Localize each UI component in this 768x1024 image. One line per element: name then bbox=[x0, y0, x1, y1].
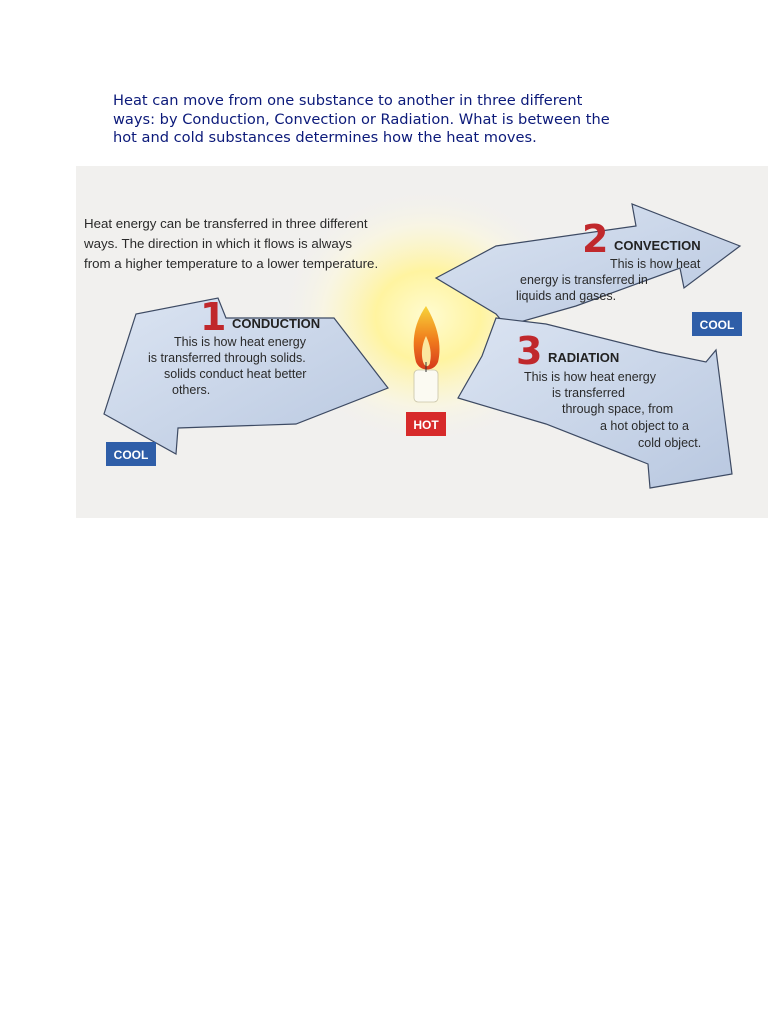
conduction-line-2: is transferred through solids. bbox=[148, 351, 306, 365]
convection-title: CONVECTION bbox=[614, 238, 701, 253]
convection-line-2: energy is transferred in bbox=[520, 273, 648, 287]
radiation-line-2: is transferred bbox=[552, 386, 625, 400]
hot-label-text: HOT bbox=[413, 418, 439, 432]
radiation-line-3: through space, from bbox=[562, 402, 674, 416]
radiation-line-5: cold object. bbox=[638, 436, 702, 450]
caption-line-2: ways. The direction in which it flows is always bbox=[84, 236, 353, 251]
conduction-line-4: others. bbox=[172, 383, 211, 397]
conduction-line-3: solids conduct heat better bbox=[164, 367, 307, 381]
convection-line-1: This is how heat bbox=[610, 257, 701, 271]
radiation-line-1: This is how heat energy bbox=[524, 370, 657, 384]
heat-transfer-figure bbox=[76, 166, 768, 518]
intro-paragraph bbox=[113, 92, 673, 148]
convection-line-3: liquids and gases. bbox=[516, 289, 617, 303]
cool-left-text: COOL bbox=[113, 448, 149, 462]
convection-number: 2 bbox=[582, 217, 609, 261]
conduction-title: CONDUCTION bbox=[232, 316, 321, 331]
cool-label-left bbox=[106, 442, 156, 466]
radiation-title: RADIATION bbox=[548, 350, 620, 365]
conduction-number: 1 bbox=[200, 295, 227, 339]
intro-line-3: hot and cold substances determines how the heat moves. bbox=[113, 129, 537, 146]
heat-transfer-diagram bbox=[76, 166, 768, 518]
intro-line-2: ways: by Conduction, Convection or Radiation. What is between the bbox=[113, 110, 610, 128]
conduction-line-1: This is how heat energy bbox=[174, 335, 307, 349]
intro-line-1: Heat can move from one substance to another in three different bbox=[113, 92, 583, 109]
caption-line-1: Heat energy can be transferred in three different bbox=[84, 216, 368, 231]
radiation-number: 3 bbox=[516, 329, 543, 373]
cool-right-text: COOL bbox=[699, 318, 735, 332]
cool-label-right bbox=[692, 312, 742, 336]
hot-label bbox=[406, 412, 446, 436]
radiation-line-4: a hot object to a bbox=[600, 419, 689, 433]
caption-line-3: from a higher temperature to a lower temperature. bbox=[84, 256, 379, 271]
